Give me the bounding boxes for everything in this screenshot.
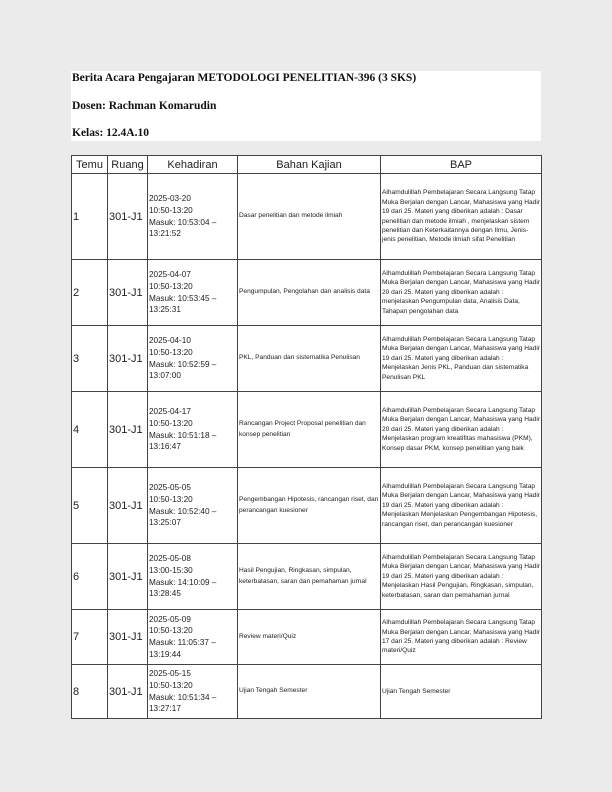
room-code: 301-J1 [108, 326, 148, 392]
table-row [72, 544, 542, 610]
column-header-bap: BAP [381, 156, 542, 174]
bap-text: Alhamdulillah Pembelajaran Secara Langsung Tatap Muka Berjalan dengan Lancar, Mahasiswa yang Hadir 19 dari 25. Materi yang diberikan adalah : Dasar penelitian dan metode ilmiah , menjelaskan sistem penelitian dan Keterkaitannya dengan Ilmu, Jenis-jenis penelitian, Metode ilmiah sifat Penelitian [381, 174, 542, 260]
bap-text: Ujian Tengah Semester [381, 665, 542, 719]
session-date: 2025-05-15 [149, 669, 191, 679]
table-row [72, 468, 542, 544]
meeting-number: 1 [72, 174, 108, 260]
column-header-kehadiran: Kehadiran [148, 156, 238, 174]
lecturer-name: Dosen: Rachman Komarudin [72, 100, 217, 112]
session-time: 10:50-13:20 [149, 281, 193, 291]
attendance-cell [148, 326, 238, 392]
meeting-number: 8 [72, 665, 108, 719]
attendance-cell [148, 392, 238, 468]
table-header-row [72, 156, 542, 174]
check-in-time: Masuk: 10:53:45 – 13:25:31 [149, 293, 217, 315]
table-row [72, 326, 542, 392]
meeting-number: 6 [72, 544, 108, 610]
meeting-number: 2 [72, 260, 108, 326]
attendance-cell [148, 610, 238, 665]
session-time: 10:50-13:20 [149, 494, 193, 504]
check-in-time: Masuk: 14:10:09 – 13:28:45 [149, 577, 217, 599]
room-code: 301-J1 [108, 174, 148, 260]
bap-text: Alhamdulillah Pembelajaran Secara Langsung Tatap Muka Berjalan dengan Lancar, Mahasiswa yang Hadir 19 dari 25. Materi yang diberikan adalah : Menjelaskan Menjelaskan Pengembangan Hipotesis, rancangan riset, dan perancangan kuesioner [381, 468, 542, 544]
check-in-time: Masuk: 10:52:40 – 13:25:07 [149, 506, 217, 528]
room-code: 301-J1 [108, 392, 148, 468]
check-in-time: Masuk: 11:05:37 – 13:19:44 [149, 638, 216, 659]
table-row [72, 260, 542, 326]
study-material: Ujian Tengah Semester [238, 665, 381, 719]
meeting-number: 4 [72, 392, 108, 468]
room-code: 301-J1 [108, 610, 148, 665]
session-date: 2025-05-09 [149, 614, 191, 624]
meeting-number: 5 [72, 468, 108, 544]
attendance-table [71, 155, 542, 719]
table-row [72, 174, 542, 260]
study-material: Dasar penelitian dan metode ilmiah [238, 174, 381, 260]
attendance-cell [148, 544, 238, 610]
session-time: 13:00-15:30 [149, 565, 193, 575]
bap-text: Alhamdulillah Pembelajaran Secara Langsung Tatap Muka Berjalan dengan Lancar, Mahasiswa yang Hadir 19 dari 25. Materi yang diberikan adalah : Menjelaskan Jenis PKL, Panduan dan sistematika Penulisan PKL [381, 326, 542, 392]
column-header-bahan-kajian: Bahan Kajian [238, 156, 381, 174]
session-time: 10:50-13:20 [149, 205, 193, 215]
room-code: 301-J1 [108, 665, 148, 719]
session-date: 2025-04-07 [149, 270, 191, 280]
bap-text: Alhamdulillah Pembelajaran Secara Langsung Tatap Muka Berjalan dengan Lancar, Mahasiswa yang Hadir 19 dari 25. Materi yang diberikan adalah : Menjelaskan Hasil Pengujian, Ringkasan, simpulan, keterbatasan, saran dan pemahaman jurnal [381, 544, 542, 610]
session-time: 10:50-13:20 [149, 626, 193, 636]
meeting-number: 7 [72, 610, 108, 665]
session-date: 2025-03-20 [149, 194, 191, 204]
room-code: 301-J1 [108, 260, 148, 326]
study-material: Pengumpulan, Pengolahan dan analisis data [238, 260, 381, 326]
session-date: 2025-04-10 [149, 336, 191, 346]
room-code: 301-J1 [108, 468, 148, 544]
study-material: Review materi/Quiz [238, 610, 381, 665]
attendance-cell [148, 468, 238, 544]
attendance-cell [148, 260, 238, 326]
bap-text: Alhamdulillah Pembelajaran Secara Langsung Tatap Muka Berjalan dengan Lancar, Mahasiswa yang Hadir 20 dari 25. Materi yang diberikan adalah : Menjelaskan program kreatifitas mahasiswa (PKM), Konsep dasar PKM, konsep penelitian yang baik [381, 392, 542, 468]
check-in-time: Masuk: 10:52:59 – 13:07:00 [149, 359, 217, 381]
table-row [72, 392, 542, 468]
study-material: Pengembangan Hipotesis, rancangan riset, dan perancangan kuesioner [238, 468, 381, 544]
bap-text: Alhamdulillah Pembelajaran Secara Langsung Tatap Muka Berjalan dengan Lancar, Mahasiswa yang Hadir 17 dari 25. Materi yang diberikan adalah : Review materi/Quiz [381, 610, 542, 665]
class-code: Kelas: 12.4A.10 [72, 127, 149, 139]
bap-text: Alhamdulillah Pembelajaran Secara Langsung Tatap Muka Berjalan dengan Lancar, Mahasiswa yang Hadir 20 dari 25. Materi yang diberikan adalah : menjelaskan Pengumpulan data, Analisis Data, Tahapan pengolahan data [381, 260, 542, 326]
attendance-cell [148, 665, 238, 719]
table-row [72, 610, 542, 665]
column-header-ruang: Ruang [108, 156, 148, 174]
attendance-cell [148, 174, 238, 260]
room-code: 301-J1 [108, 544, 148, 610]
session-time: 10:50-13:20 [149, 418, 193, 428]
column-header-temu: Temu [72, 156, 108, 174]
session-time: 10:50-13:20 [149, 680, 193, 690]
check-in-time: Masuk: 10:51:18 – 13:16:47 [149, 430, 217, 452]
study-material: Rancangan Project Proposal penelitian dan konsep penelitian [238, 392, 381, 468]
session-time: 10:50-13:20 [149, 347, 193, 357]
meeting-number: 3 [72, 326, 108, 392]
study-material: Hasil Pengujian, Ringkasan, simpulan, keterbatasan, saran dan pemahaman jurnal [238, 544, 381, 610]
table-row [72, 665, 542, 719]
check-in-time: Masuk: 10:53:04 – 13:21:52 [149, 217, 217, 239]
check-in-time: Masuk: 10:51:34 – 13:27:17 [149, 692, 217, 714]
session-date: 2025-04-17 [149, 407, 191, 417]
session-date: 2025-05-05 [149, 483, 191, 493]
study-material: PKL, Panduan dan sistematika Penulisan [238, 326, 381, 392]
document-title: Berita Acara Pengajaran METODOLOGI PENELITIAN-396 (3 SKS) [72, 72, 417, 84]
session-date: 2025-05-08 [149, 554, 191, 564]
